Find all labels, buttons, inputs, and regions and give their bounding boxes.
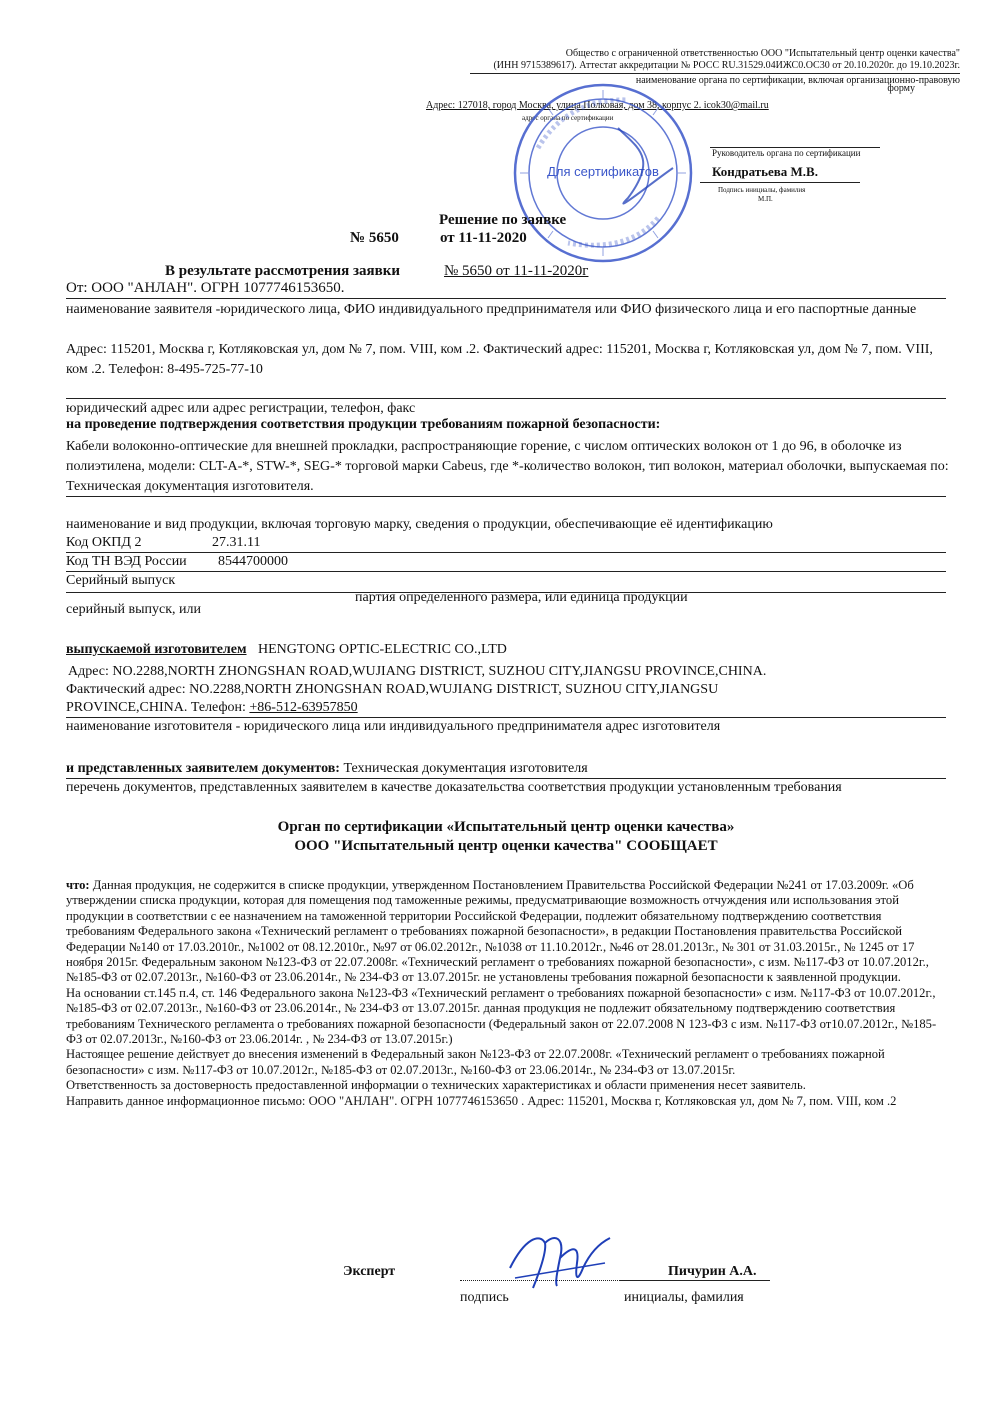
documents-line — [66, 760, 588, 778]
applicant-address: Адрес: 115201, Москва г, Котляковская ул, дом № 7, пом. VIII, ком .2. Фактический адрес: 115201, Москва г, Котляковская ул, дом № 7, пом. VIII, ком .2. Телефон: 8-495-725-77-10 — [66, 342, 933, 377]
address-caption: юридический адрес или адрес регистрации, телефон, факс — [66, 401, 416, 416]
certification-stamp — [508, 78, 698, 268]
head-caption: Руководитель органа по сертификации — [712, 148, 861, 158]
manufacturer-label: выпускаемой изготовителем — [66, 642, 247, 657]
body-title-line2: ООО "Испытательный центр оценки качества" СООБЩАЕТ — [294, 838, 718, 854]
org-caption-form: форму — [887, 83, 915, 94]
name-caption: инициалы, фамилия — [624, 1290, 744, 1305]
documents-label: и представленных заявителем документов: — [66, 761, 340, 776]
stamp-text: Для сертификатов — [547, 164, 659, 179]
manufacturer-actual-address-cont: PROVINCE,CHINA. Телефон: +86-512-63957850 — [66, 700, 358, 715]
serial-value: Серийный выпуск — [66, 573, 176, 588]
message-p2: На основании ст.145 п.4, ст. 146 Федерального закона №123-ФЗ «Технический регламент о требованиях пожарной безопасности» с изм. №117-ФЗ от 10.07.2012г., №185-ФЗ от 02.07.2013г., №160-ФЗ от 23.06.2014г., № 234-ФЗ от 13.07.2015г. данная продукция не подлежит обязательному подтверждению соответствия требованиям Технического регламента о требованиях пожарной безопасности (Федеральный закон от 22.07.2008 N 123-ФЗ с изм. №117-ФЗ от10.07.2012г., №185-ФЗ от 02.07.2013г., №160-ФЗ от 23.06.2014г. , № 234-ФЗ от 13.07.2015г.) — [66, 985, 937, 1047]
tnved-label: Код ТН ВЭД России — [66, 554, 187, 569]
okpd-label: Код ОКПД 2 — [66, 535, 142, 550]
applicant-caption: наименование заявителя -юридического лица, ФИО индивидуального предпринимателя или ФИО физического лица и его паспортные данные — [66, 302, 917, 317]
org-address-caption: адрес органа по сертификации — [522, 114, 614, 122]
tnved-value: 8544700000 — [218, 554, 288, 569]
mp-label: М.П. — [758, 195, 773, 203]
body-title-line1: Орган по сертификации «Испытательный центр оценки качества» — [277, 819, 735, 835]
manufacturer-caption: наименование изготовителя - юридического лица или индивидуального предпринимателя адрес изготовителя — [66, 719, 721, 734]
manufacturer-name: HENGTONG OPTIC-ELECTRIC CO.,LTD — [258, 642, 507, 657]
product-description: Кабели волоконно-оптические для внешней прокладки, распространяющие горение, с числом оптических волокон от 1 до 96, в оболочке из полиэтилена, модели: CLT-A-*, STW-*, SEG-* торговой марки Cabeus, где *-количество волокон, тип волокон, материал оболочки, выпускаемая по: Техническая документация изготовителя. — [66, 439, 949, 494]
sign-caption: подпись — [460, 1290, 509, 1305]
product-caption: наименование и вид продукции, включая торговую марку, сведения о продукции, обеспечивающие её идентификацию — [66, 517, 773, 532]
head-name-caption: Подпись инициалы, фамилия — [718, 186, 806, 194]
org-name-line1: Общество с ограниченной ответственностью ООО "Испытательный центр оценки качества" — [565, 48, 960, 59]
expert-role: Эксперт — [343, 1264, 396, 1279]
org-address: Адрес: 127018, город Москва, улица Полковая, дом 38, корпус 2. icok30@mail.ru — [426, 100, 769, 111]
application-ref: № 5650 от 11-11-2020г — [444, 263, 589, 279]
serial-caption-right: партия определенного размера, или единица продукции — [355, 590, 688, 605]
manufacturer-address: Адрес: NO.2288,NORTH ZHONGSHAN ROAD,WUJIANG DISTRICT, SUZHOU CITY,JIANGSU PROVINCE,CHINA. — [68, 664, 767, 679]
message-p5: Направить данное информационное письмо: ООО "АНЛАН". ОГРН 1077746153650 . Адрес: 115201, Москва г, Котляковская ул, дом № 7, пом. VIII, ком .2 — [66, 1093, 897, 1108]
org-caption: наименование органа по сертификации, включая организационно-правовую — [635, 75, 960, 86]
handwritten-signature — [505, 1228, 615, 1298]
message-p1: что: Данная продукция, не содержится в списке продукции, утвержденном Постановлением Правительства Российской Федерации №241 от 17.03.2009г. «Об утверждении списка продукции, которая для помещения под таможенные режимы, предусматривающие возможность отчуждения или использования этой продукции в соответствии с ее назначением на таможенной территории Российской Федерации, подлежит обязательному подтверждению соответствия требованиям Федерального закона «Технический регламент о требованиях пожарной безопасности», в редакции Постановления правительства Российской Федерации №140 от 17.03.2010г., №1002 от 08.12.2010г., №97 от 06.02.2012г., №1038 от 11.10.2012г., №46 от 28.01.2013г., № 301 от 31.03.2015г., № 1245 от 17 ноября 2015г. Федеральным законом №123-ФЗ от 22.07.2008г. «Технический регламент о требованиях пожарной безопасности», с изм. №117-ФЗ от 10.07.2012г., №185-ФЗ от 02.07.2013г., №160-ФЗ от 23.06.2014г., № 234-ФЗ от 13.07.2015г. не установлены требования пожарной безопасности к заявленной продукции. — [66, 878, 929, 985]
documents-caption: перечень документов, представленных заявителем в качестве доказательства соответствия продукции установленным требования — [66, 780, 842, 795]
decision-date: от 11-11-2020 — [440, 230, 527, 246]
decision-number: № 5650 — [350, 230, 399, 246]
manufacturer-line — [66, 641, 507, 659]
documents-value: Техническая документация изготовителя — [339, 761, 588, 776]
application-label: В результате рассмотрения заявки — [165, 263, 401, 279]
message-p4: Ответственность за достоверность предоставленной информации о технических характеристиках и области применения несет заявитель. — [66, 1078, 806, 1093]
message-p3: Настоящее решение действует до внесения изменений в Федеральный закон №123-ФЗ от 22.07.2008г. «Технический регламент о требованиях пожарной безопасности» с изм. №117-ФЗ от 10.07.2012г., №185-ФЗ от 02.07.2013г., №160-ФЗ от 23.06.2014г., № 234-ФЗ от 13.07.2015г. — [66, 1047, 885, 1077]
manufacturer-actual-address: Фактический адрес: NO.2288,NORTH ZHONGSHAN ROAD,WUJIANG DISTRICT, SUZHOU CITY,JIANGSU — [66, 682, 719, 697]
message-block — [66, 878, 946, 1109]
serial-caption-left: серийный выпуск, или — [66, 602, 201, 617]
head-name: Кондратьева М.В. — [712, 164, 818, 179]
applicant-from: От: ООО "АНЛАН". ОГРН 1077746153650. — [66, 280, 345, 296]
org-accreditation-line: (ИНН 9715389617). Аттестат аккредитации № РОСС RU.31529.04ИЖС0.ОС30 от 20.10.2020г. до 19.10.2023г. — [493, 60, 960, 71]
confirmation-label: на проведение подтверждения соответствия продукции требованиям пожарной безопасности: — [66, 417, 661, 432]
expert-name: Пичурин А.А. — [668, 1264, 757, 1279]
decision-title: Решение по заявке — [439, 212, 567, 228]
okpd-value: 27.31.11 — [212, 535, 261, 550]
manufacturer-phone[interactable]: +86-512-63957850 — [249, 700, 358, 715]
